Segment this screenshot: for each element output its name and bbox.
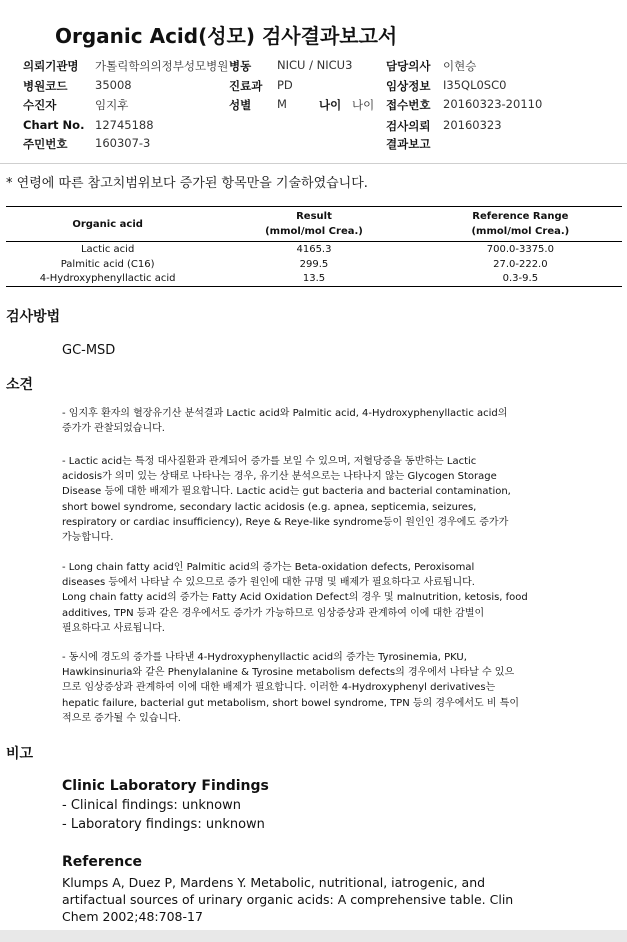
- reference-title: Reference: [62, 854, 143, 870]
- report-title: Organic Acid(성모) 검사결과보고서: [55, 24, 398, 48]
- row-result: 13.5: [302, 272, 326, 284]
- sex-label: 성별: [229, 98, 252, 112]
- findings-paragraph-4: [62, 650, 572, 726]
- clinic-findings-title: Clinic Laboratory Findings: [62, 778, 269, 794]
- rrn-value: 160307-3: [95, 136, 151, 150]
- paragraph-line: additives, TPN 등과 같은 경우에서도 증가가 가능하므로 임상증상과 관계하여 이에 대한 감별이: [62, 607, 485, 619]
- column-header-organic-acid: Organic acid: [72, 218, 143, 230]
- hospital-code-value: 35008: [95, 78, 132, 92]
- paragraph-line: Hawkinsinuria와 같은 Phenylalanine & Tyrosine metabolism defects의 경우에서 나타날 수 있으: [62, 667, 515, 679]
- reference-citation: [62, 874, 612, 925]
- patient-label: 수진자: [23, 98, 57, 112]
- result-header-line1: Result: [296, 211, 332, 222]
- table-header-row: [6, 207, 622, 242]
- row-analyte: Palmitic acid (C16): [60, 258, 155, 270]
- reference-note: * 연령에 따른 참고치범위보다 증가된 항목만을 기술하였습니다.: [6, 176, 368, 191]
- findings-paragraph-3: [62, 560, 572, 636]
- column-header-reference-range: [419, 207, 622, 242]
- rrn-label: 주민번호: [23, 137, 68, 151]
- findings-paragraph-2: [62, 454, 572, 545]
- header-divider: [0, 163, 627, 164]
- row-reference-range: 27.0-222.0: [493, 258, 548, 270]
- row-result: 4165.3: [296, 243, 332, 255]
- dept-value: PD: [277, 78, 293, 92]
- paragraph-line: 적으로 증가될 수 있습니다.: [62, 712, 181, 724]
- paragraph-line: - Long chain fatty acid인 Palmitic acid의 증가는 Beta-oxidation defects, Peroxisomal: [62, 562, 475, 573]
- paragraph-line: 필요하다고 사료됩니다.: [62, 622, 165, 634]
- accession-label: 접수번호: [386, 98, 431, 112]
- paragraph-line: hepatic failure, bacterial gut metabolism, short bowel syndrome, TPN 등의 경우에서도 비 특이: [62, 697, 520, 709]
- row-result: 299.5: [299, 258, 329, 270]
- institution-value: 가톨릭학의의정부성모병원: [95, 59, 229, 73]
- ward-value: NICU / NICU3: [277, 58, 353, 72]
- request-date-label: 검사의뢰: [386, 119, 431, 133]
- paragraph-line: 가능합니다.: [62, 532, 114, 544]
- paragraph-line: diseases 등에서 나타날 수 있으므로 증가 원인에 대한 규명 및 배제가 필요하다고 사료됩니다.: [62, 577, 475, 589]
- accession-value: 20160323-20110: [443, 97, 543, 111]
- paragraph-line: respiratory or cardiac insufficiency), Reye & Reye-like syndrome등이 원인인 경우에도 증가가: [62, 516, 509, 528]
- paragraph-line: 증가가 관찰되었습니다.: [62, 423, 165, 435]
- report-date-label: 결과보고: [386, 137, 431, 151]
- method-heading: 검사방법: [6, 309, 61, 325]
- range-header-line1: Reference Range: [472, 211, 569, 222]
- paragraph-line: - Lactic acid는 특정 대사질환과 관계되어 증가를 보일 수 있으며, 저혈당증을 동반하는 Lactic: [62, 456, 477, 467]
- citation-line: artifactual sources of urinary organic acids: A comprehensive table. Clin: [62, 892, 514, 907]
- method-value: GC-MSD: [62, 343, 116, 358]
- age-value: 나이: [352, 98, 375, 112]
- chart-no-label: Chart No.: [23, 118, 85, 132]
- table-row: [6, 258, 622, 272]
- row-reference-range: 700.0-3375.0: [486, 243, 554, 255]
- row-reference-range: 0.3-9.5: [502, 272, 539, 284]
- findings-heading: 소견: [6, 377, 34, 393]
- table-row: [6, 242, 622, 258]
- doctor-label: 담당의사: [386, 59, 431, 73]
- column-header-result: [209, 207, 418, 242]
- page-bottom-bar: [0, 930, 627, 942]
- age-label: 나이: [319, 98, 342, 112]
- table-row: [6, 272, 622, 287]
- doctor-value: 이현승: [443, 59, 477, 73]
- patient-value: 임지후: [95, 98, 129, 112]
- findings-paragraph-1: [62, 406, 572, 436]
- paragraph-line: 므로 임상증상과 관계하여 이에 대한 배제가 필요합니다. 이러한 4-Hydroxyphenyl derivatives는: [62, 682, 496, 694]
- chart-no-value: 12745188: [95, 118, 154, 132]
- paragraph-line: - 임지후 환자의 혈장유기산 분석결과 Lactic acid와 Palmitic acid, 4-Hydroxyphenyllactic acid의: [62, 408, 508, 419]
- request-date-value: 20160323: [443, 118, 502, 132]
- remarks-heading: 비고: [6, 746, 34, 762]
- result-header-line2: (mmol/mol Crea.): [265, 226, 363, 237]
- paragraph-line: Disease 등에 대한 배제가 필요합니다. Lactic acid는 gut bacteria and bacterial contamination,: [62, 486, 511, 498]
- ward-label: 병동: [229, 59, 252, 73]
- dept-label: 진료과: [229, 79, 263, 93]
- sex-value: M: [277, 97, 287, 111]
- results-table: [6, 206, 622, 287]
- paragraph-line: short bowel syndrome, secondary lactic acidosis (e.g. apnea, septicemia, seizures,: [62, 501, 477, 513]
- hospital-code-label: 병원코드: [23, 79, 68, 93]
- paragraph-line: - 동시에 경도의 증가를 나타낸 4-Hydroxyphenyllactic acid의 증가는 Tyrosinemia, PKU,: [62, 652, 467, 663]
- paragraph-line: acidosis가 의미 있는 상태로 나타나는 경우, 유기산 분석으로는 나타나지 않는 Glycogen Storage: [62, 471, 497, 483]
- institution-label: 의뢰기관명: [23, 59, 79, 73]
- paragraph-line: Long chain fatty acid의 증가는 Fatty Acid Oxidation Defect의 경우 및 malnutrition, ketosis, food: [62, 592, 528, 604]
- clinical-info-value: I35QL0SC0: [443, 78, 507, 92]
- range-header-line2: (mmol/mol Crea.): [471, 226, 570, 237]
- clinical-findings: - Clinical findings: unknown: [62, 798, 241, 813]
- row-analyte: 4-Hydroxyphenyllactic acid: [39, 272, 176, 284]
- citation-line: Klumps A, Duez P, Mardens Y. Metabolic, nutritional, iatrogenic, and: [62, 875, 486, 890]
- row-analyte: Lactic acid: [80, 243, 135, 255]
- citation-line: Chem 2002;48:708-17: [62, 909, 203, 924]
- clinical-info-label: 임상정보: [386, 79, 431, 93]
- laboratory-findings: - Laboratory findings: unknown: [62, 817, 265, 832]
